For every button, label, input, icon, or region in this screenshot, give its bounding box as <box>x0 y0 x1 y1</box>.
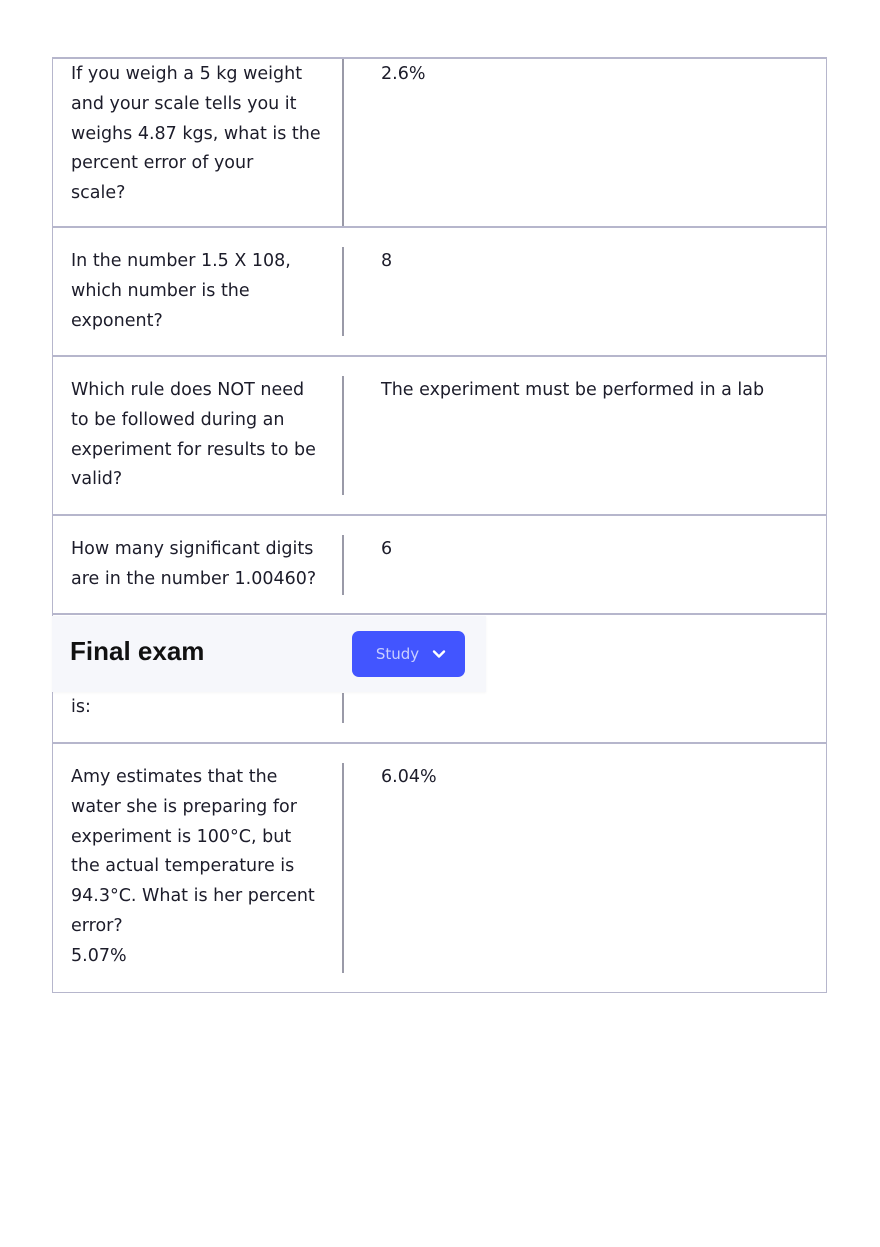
term-cell: Amy estimates that the water she is preparing for experiment is 100°C, but the actual temperature is 94.3°C. What is her percent error? 5.07% <box>53 763 344 973</box>
table-row <box>53 516 826 615</box>
definition-cell: 2.6% <box>381 64 426 84</box>
table-row <box>53 228 826 357</box>
study-button[interactable] <box>352 631 465 677</box>
term-cell: How many significant digits are in the number 1.00460? <box>53 535 344 595</box>
chevron-down-icon <box>431 646 447 662</box>
term-cell: In the number 1.5 X 108, which number is the exponent? <box>53 247 344 336</box>
table-row <box>53 357 826 516</box>
table-row <box>53 744 826 992</box>
table-row <box>53 59 826 228</box>
definition-cell: 6 <box>381 539 393 559</box>
study-header-bar <box>52 616 486 692</box>
study-button-label: Study <box>375 645 420 663</box>
set-title: Final exam <box>70 636 205 666</box>
term-cell: Which rule does NOT need to be followed during an experiment for results to be valid? <box>53 376 344 495</box>
definition-cell: 8 <box>381 251 393 271</box>
term-cell: is: <box>53 693 344 723</box>
definition-cell: The experiment must be performed in a lab <box>381 380 765 400</box>
definition-cell: 6.04% <box>381 767 437 787</box>
flashcard-table <box>52 57 827 993</box>
term-cell: If you weigh a 5 kg weight and your scale tells you it weighs 4.87 kgs, what is the percent error of your scale? <box>53 59 344 226</box>
